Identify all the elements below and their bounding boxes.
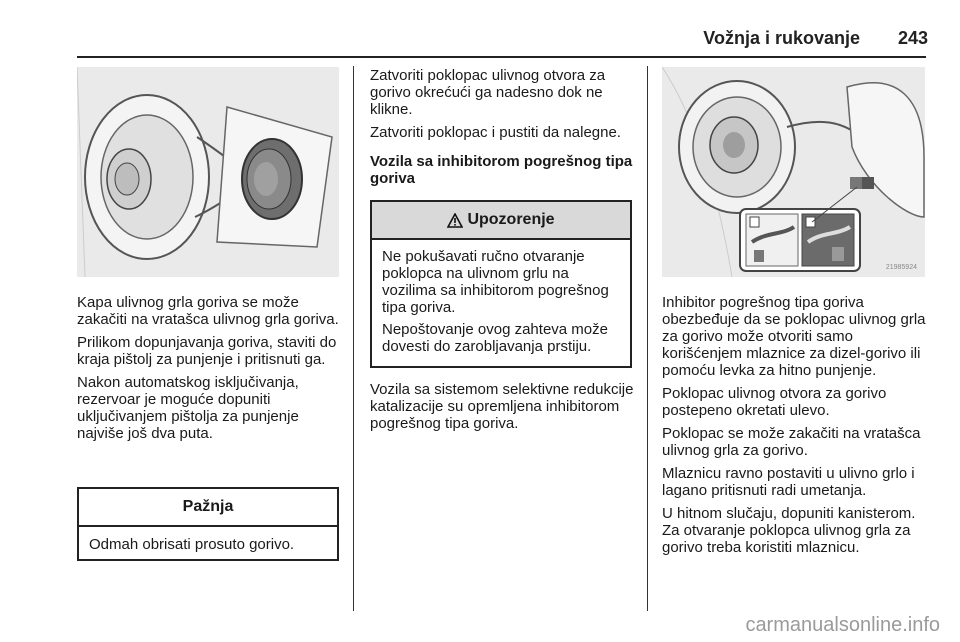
warning-header: [372, 202, 630, 240]
paragraph: Inhibitor pogrešnog tipa goriva obezbeđuje da se poklopac ulivnog grla za gorivo može otvoriti samo korišćenjem mlaznice za dizel-gorivo ili pomoću levka za hitno punjenje.: [662, 294, 926, 379]
notice-box: [77, 487, 339, 561]
paragraph: Poklopac ulivnog otvora za gorivo postepeno okretati ulevo.: [662, 385, 887, 419]
header-rule: [77, 56, 926, 58]
paragraph: Prilikom dopunjavanja goriva, staviti do kraja pištolj za punjenje i pritisnuti ga.: [77, 334, 337, 368]
watermark: carmanualsonline.info: [745, 614, 940, 636]
subheading: Vozila sa inhibitorom pogrešnog tipa goriva: [370, 153, 633, 187]
paragraph: Kapa ulivnog grla goriva se može zakačiti na vratašca ulivnog grla goriva.: [77, 294, 339, 328]
column-divider-left: [353, 66, 354, 611]
paragraph: Mlaznicu ravno postaviti u ulivno grlo i lagano pritisnuti radi umetanja.: [662, 465, 915, 499]
warning-box: [370, 200, 632, 368]
section-title: Vožnja i rukovanje: [703, 28, 860, 48]
fuel-cap-figure: [77, 67, 339, 277]
warning-title: Upozorenje: [467, 211, 555, 228]
middle-column-after-warning: [370, 381, 638, 438]
paragraph: Nepoštovanje ovog zahteva može dovesti do zarobljavanja prstiju.: [382, 321, 608, 355]
notice-title: Pažnja: [79, 489, 337, 527]
column-divider-right: [647, 66, 648, 611]
figure-code: 21985924: [885, 264, 917, 271]
middle-column-text: [370, 67, 638, 193]
paragraph: Nakon automatskog isključivanja, rezervoar je moguće dopuniti uključivanjem pištolja za punjenje najviše još dva puta.: [77, 374, 299, 442]
warning-triangle-icon: [447, 213, 463, 228]
paragraph: Poklopac se može zakačiti na vratašca ulivnog grla za gorivo.: [662, 425, 921, 459]
right-column-text: [662, 294, 930, 562]
paragraph: Zatvoriti poklopac i pustiti da nalegne.: [370, 124, 621, 141]
page-number: 243: [897, 28, 928, 48]
paragraph: Vozila sa sistemom selektivne redukcije katalizacije su opremljena inhibitorom pogrešnog tipa goriva.: [370, 381, 634, 432]
paragraph: U hitnom slučaju, dopuniti kanisterom. Za otvaranje poklopca ulivnog grla za gorivo treba koristiti mlaznicu.: [662, 505, 916, 556]
notice-text: Odmah obrisati prosuto gorivo.: [89, 536, 295, 553]
paragraph: Ne pokušavati ručno otvaranje poklopca na ulivnom grlu na vozilima sa inhibitorom pogrešnog tipa goriva.: [382, 248, 609, 316]
left-column-text: [77, 294, 343, 448]
paragraph: Zatvoriti poklopac ulivnog otvora za gorivo okrećući ga nadesno dok ne klikne.: [370, 67, 606, 118]
warning-body: [372, 240, 630, 368]
misfuel-inhibitor-figure: [662, 67, 925, 277]
